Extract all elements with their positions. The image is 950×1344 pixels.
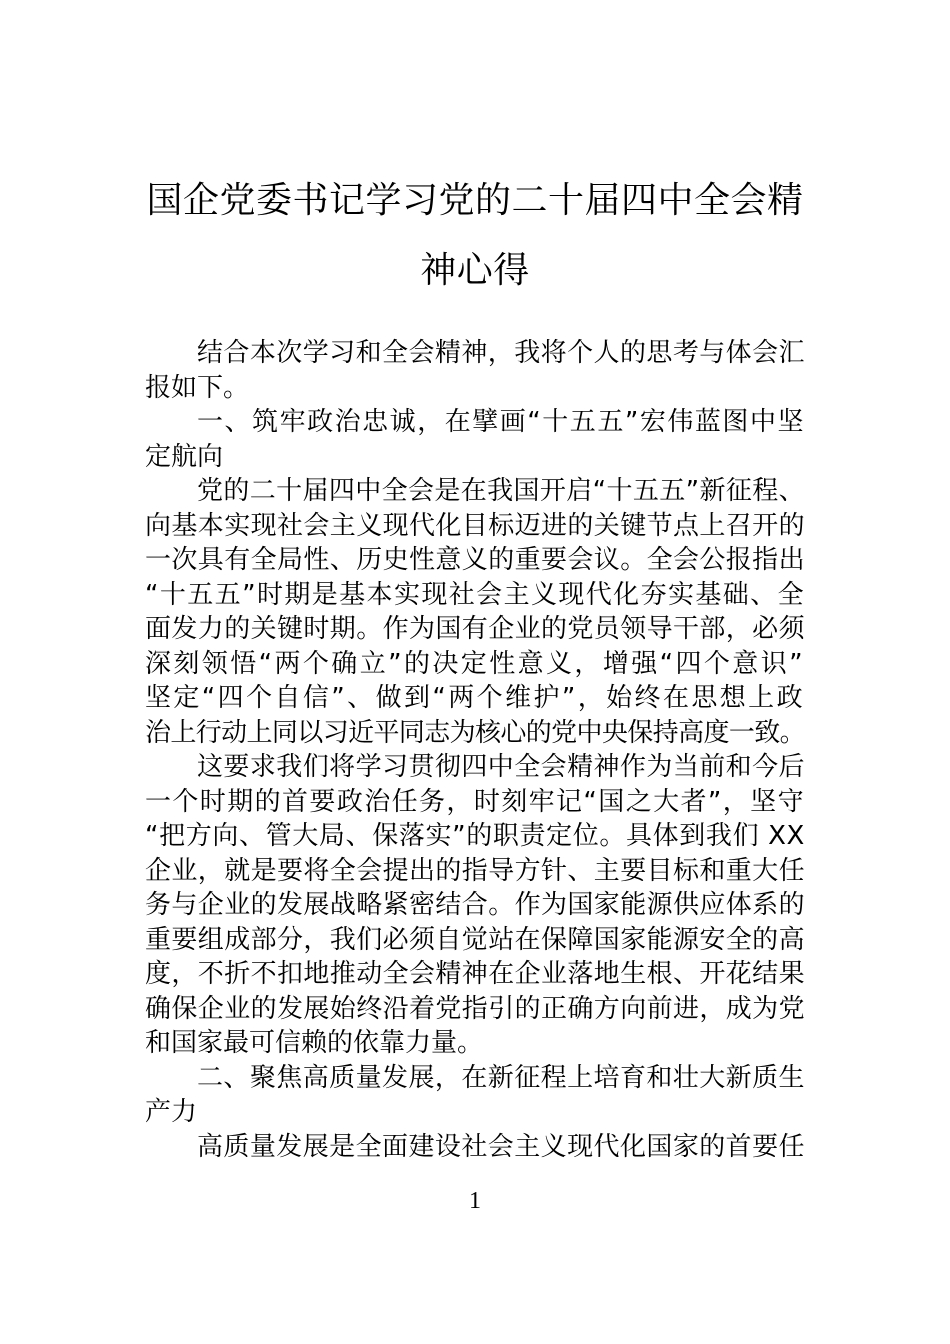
body-text-line: 党的二十届四中全会是在我国开启“十五五”新征程、 xyxy=(197,476,805,506)
body-text-line: 定航向 xyxy=(145,441,224,472)
page-number: 1 xyxy=(469,1188,481,1214)
body-text-line: 一次具有全局性、历史性意义的重要会议。全会公报指出 xyxy=(145,545,805,575)
body-text-line: 向基本实现社会主义现代化目标迈进的关键节点上召开的 xyxy=(145,510,805,541)
body-text-line: 度，不折不扣地推动全会精神在企业落地生根、开花结果 xyxy=(145,959,805,989)
body-text-line: 二、聚焦高质量发展，在新征程上培育和壮大新质生 xyxy=(197,1062,805,1093)
body-text-line: “把方向、管大局、保落实”的职责定位。具体到我们 XX xyxy=(145,821,805,851)
body-text-line: 重要组成部分，我们必须自觉站在保障国家能源安全的高 xyxy=(145,924,805,955)
body-text-line: “十五五”时期是基本实现社会主义现代化夯实基础、全 xyxy=(145,579,805,610)
body-text-line: 产力 xyxy=(145,1097,198,1127)
body-text-line: 高质量发展是全面建设社会主义现代化国家的首要任 xyxy=(197,1131,805,1162)
body-text-line: 报如下。 xyxy=(145,372,250,403)
body-text-line: 深刻领悟“两个确立”的决定性意义，增强“四个意识” xyxy=(145,648,805,679)
body-text-line: 确保企业的发展始终沿着党指引的正确方向前进，成为党 xyxy=(145,993,805,1024)
document-title-line-1: 国企党委书记学习党的二十届四中全会精 xyxy=(146,180,804,221)
body-text-line: 面发力的关键时期。作为国有企业的党员领导干部，必须 xyxy=(145,614,805,644)
body-text-line: 一个时期的首要政治任务，时刻牢记“国之大者”，坚守 xyxy=(145,786,805,817)
body-text-line: 坚定“四个自信”、做到“两个维护”，始终在思想上政 xyxy=(145,683,805,713)
body-text-line: 企业，就是要将全会提出的指导方针、主要目标和重大任 xyxy=(145,855,805,886)
body-text-line: 治上行动上同以习近平同志为核心的党中央保持高度一致。 xyxy=(145,717,805,748)
body-text-line: 这要求我们将学习贯彻四中全会精神作为当前和今后 xyxy=(197,752,805,782)
body-text-line: 和国家最可信赖的依靠力量。 xyxy=(145,1028,484,1058)
document-title-line-2: 神心得 xyxy=(420,250,530,291)
body-text-line: 务与企业的发展战略紧密结合。作为国家能源供应体系的 xyxy=(145,890,805,920)
body-text-line: 结合本次学习和全会精神，我将个人的思考与体会汇 xyxy=(197,338,805,368)
body-text-line: 一、筑牢政治忠诚，在擘画“十五五”宏伟蓝图中坚 xyxy=(197,407,805,437)
